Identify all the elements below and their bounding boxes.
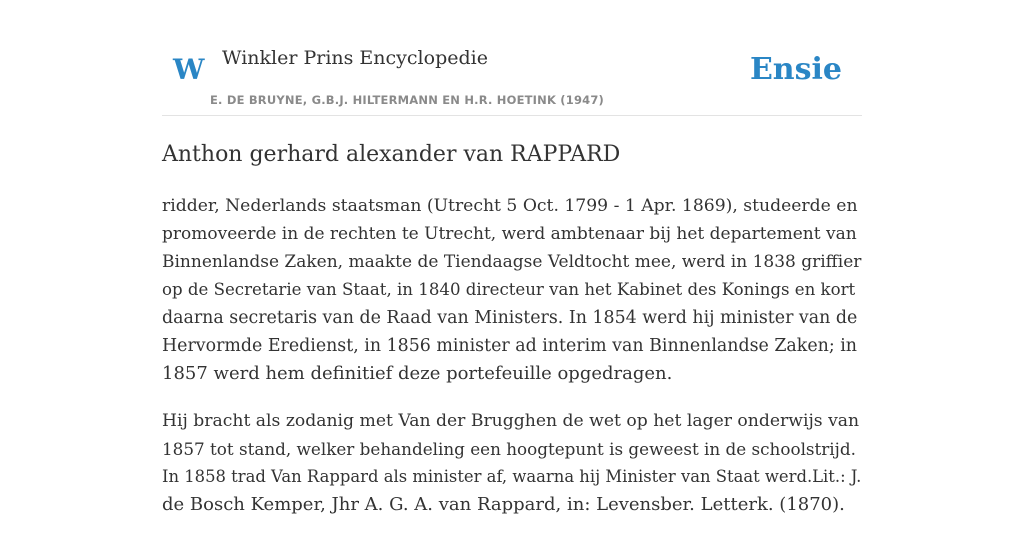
article-paragraph-1: [162, 192, 862, 388]
page-header: [162, 0, 862, 116]
article-title: Anthon gerhard alexander van RAPPARD: [162, 142, 621, 167]
ensie-brand-logo[interactable]: Ensie: [749, 52, 842, 87]
paragraph-line: ridder, Nederlands staatsman (Utrecht 5 Oct. 1799 - 1 Apr. 1869), studeerde en: [162, 196, 858, 216]
publication-authors: E. DE BRUYNE, G.B.J. HILTERMANN EN H.R. HOETINK (1947): [210, 93, 605, 107]
paragraph-line: daarna secretaris van de Raad van Ministers. In 1854 werd hij minister van de: [162, 308, 858, 328]
paragraph-line: de Bosch Kemper, Jhr A. G. A. van Rappard, in: Levensber. Letterk. (1870).: [162, 494, 845, 515]
paragraph-line: Binnenlandse Zaken, maakte de Tiendaagse Veldtocht mee, werd in 1838 griffier: [162, 252, 862, 272]
publication-logo-icon[interactable]: W: [173, 53, 205, 86]
paragraph-line: op de Secretarie van Staat, in 1840 directeur van het Kabinet des Konings en kort: [162, 280, 856, 299]
article-body: [162, 192, 862, 538]
publication-title[interactable]: Winkler Prins Encyclopedie: [222, 47, 488, 69]
paragraph-line: In 1858 trad Van Rappard als minister af, waarna hij Minister van Staat werd.Lit.: J.: [162, 467, 862, 486]
paragraph-line: 1857 tot stand, welker behandeling een hoogtepunt is geweest in de schoolstrijd.: [162, 439, 856, 459]
page: [162, 0, 862, 515]
paragraph-line: promoveerde in de rechten te Utrecht, werd ambtenaar bij het departement van: [162, 224, 857, 244]
paragraph-line: Hij bracht als zodanig met Van der Brugghen de wet op het lager onderwijs van: [162, 411, 860, 431]
paragraph-line: Hervormde Eredienst, in 1856 minister ad interim van Binnenlandse Zaken; in: [162, 336, 857, 356]
paragraph-line: 1857 werd hem definitief deze portefeuille opgedragen.: [162, 363, 673, 384]
article-paragraph-2: [162, 407, 862, 519]
